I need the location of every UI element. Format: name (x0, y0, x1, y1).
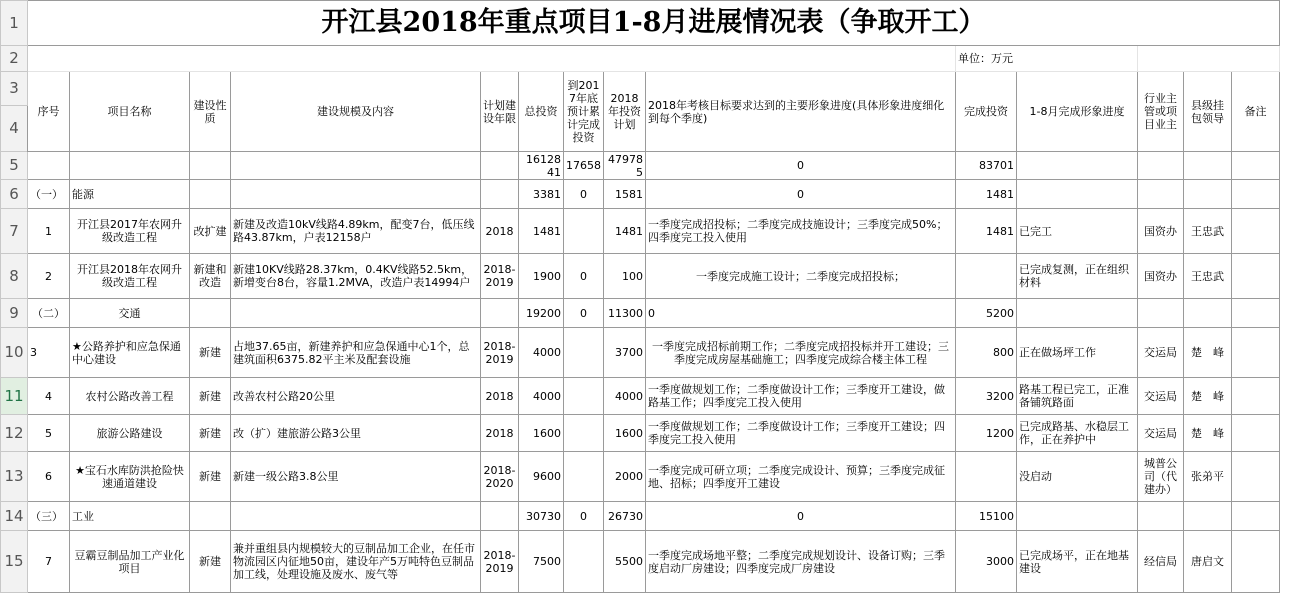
cell-note[interactable] (1232, 180, 1280, 209)
cell-dept[interactable] (1138, 299, 1184, 328)
cell-nature[interactable]: 改扩建 (190, 209, 231, 254)
cell-progress[interactable]: 已完成路基、水稳层工作，正在养护中 (1017, 415, 1138, 452)
cell-leader[interactable]: 王忠武 (1184, 209, 1232, 254)
total-done2017[interactable]: 17658 (564, 152, 604, 180)
table-row (1, 299, 1280, 328)
cell-progress[interactable]: 路基工程已完工，正准备铺筑路面 (1017, 378, 1138, 415)
cell-target[interactable]: 一季度做规划工作；二季度做设计工作；三季度开工建设；四季度完工投入使用 (646, 415, 956, 452)
cell-target[interactable]: 0 (646, 502, 956, 531)
cell-plan2018[interactable]: 2000 (604, 452, 646, 502)
cell-finished[interactable] (956, 452, 1017, 502)
row-header[interactable]: 11 (1, 378, 28, 415)
cell-plan2018[interactable]: 11300 (604, 299, 646, 328)
cell-plan2018[interactable]: 3700 (604, 328, 646, 378)
cell-finished[interactable]: 3200 (956, 378, 1017, 415)
cell-nature[interactable]: 新建 (190, 452, 231, 502)
cell-target[interactable]: 一季度完成可研立项；二季度完成设计、预算；三季度完成征地、招标；四季度开工建设 (646, 452, 956, 502)
empty-cell[interactable] (28, 46, 956, 72)
cell-period[interactable] (481, 180, 519, 209)
row-header[interactable]: 13 (1, 452, 28, 502)
cell-done2017[interactable] (564, 378, 604, 415)
cell-seq[interactable]: 7 (28, 531, 70, 593)
row-header[interactable]: 7 (1, 209, 28, 254)
header-plan2018[interactable]: 2018年投资计划 (604, 72, 646, 152)
row-header[interactable]: 2 (1, 46, 28, 72)
page-title[interactable]: 开江县2018年重点项目1-8月进展情况表（争取开工） (28, 1, 1280, 46)
cell-seq[interactable]: （三） (28, 502, 70, 531)
empty-cell[interactable] (231, 152, 481, 180)
row-header[interactable]: 4 (1, 106, 28, 152)
header-nature[interactable]: 建设性质 (190, 72, 231, 152)
total-investment[interactable]: 1612841 (519, 152, 564, 180)
row-header[interactable]: 6 (1, 180, 28, 209)
cell-dept[interactable]: 交运局 (1138, 328, 1184, 378)
cell-name[interactable]: 农村公路改善工程 (70, 378, 190, 415)
cell-finished[interactable]: 1481 (956, 180, 1017, 209)
cell-progress[interactable] (1017, 502, 1138, 531)
cell-period[interactable]: 2018 (481, 378, 519, 415)
cell-seq[interactable]: 2 (28, 254, 70, 299)
cell-leader[interactable]: 王忠武 (1184, 254, 1232, 299)
cell-period[interactable]: 2018-2019 (481, 531, 519, 593)
cell-nature[interactable]: 新建 (190, 328, 231, 378)
cell-leader[interactable]: 楚 峰 (1184, 415, 1232, 452)
cell-leader[interactable]: 张弟平 (1184, 452, 1232, 502)
cell-leader[interactable] (1184, 299, 1232, 328)
cell-target[interactable]: 一季度完成施工设计；二季度完成招投标； (646, 254, 956, 299)
empty-cell[interactable] (1232, 152, 1280, 180)
cell-scale[interactable] (231, 180, 481, 209)
cell-scale[interactable]: 占地37.65亩，新建养护和应急保通中心1个，总建筑面积6375.82平主米及配套设施 (231, 328, 481, 378)
header-row-a (1, 72, 1280, 106)
cell-finished[interactable]: 5200 (956, 299, 1017, 328)
cell-progress[interactable]: 正在做场坪工作 (1017, 328, 1138, 378)
cell-target[interactable]: 一季度完成招投标；二季度完成技施设计；三季度完成50%；四季度完工投入使用 (646, 209, 956, 254)
cell-total[interactable]: 9600 (519, 452, 564, 502)
cell-period[interactable]: 2018 (481, 209, 519, 254)
cell-scale[interactable]: 兼并重组县内规模较大的豆制品加工企业，在任市物流园区内征地50亩，建设年产5万吨特色豆制品加工线，处理设施及废水、废气等 (231, 531, 481, 593)
cell-finished[interactable]: 800 (956, 328, 1017, 378)
empty-cell[interactable] (28, 152, 70, 180)
cell-finished[interactable] (956, 254, 1017, 299)
cell-dept[interactable]: 国资办 (1138, 209, 1184, 254)
cell-name[interactable]: 豆霸豆制品加工产业化项目 (70, 531, 190, 593)
cell-period[interactable]: 2018-2019 (481, 328, 519, 378)
cell-leader[interactable] (1184, 502, 1232, 531)
cell-plan2018[interactable]: 26730 (604, 502, 646, 531)
cell-nature[interactable] (190, 180, 231, 209)
header-finished[interactable]: 完成投资 (956, 72, 1017, 152)
cell-target[interactable]: 一季度做规划工作；二季度做设计工作；三季度开工建设，做路基工作；四季度完工投入使用 (646, 378, 956, 415)
cell-leader[interactable] (1184, 180, 1232, 209)
header-target[interactable]: 2018年考核目标要求达到的主要形象进度(具体形象进度细化到每个季度) (646, 72, 956, 152)
empty-cell[interactable] (70, 152, 190, 180)
cell-total[interactable]: 30730 (519, 502, 564, 531)
header-name[interactable]: 项目名称 (70, 72, 190, 152)
cell-nature[interactable] (190, 502, 231, 531)
header-total[interactable]: 总投资 (519, 72, 564, 152)
cell-seq[interactable]: 5 (28, 415, 70, 452)
cell-progress[interactable]: 没启动 (1017, 452, 1138, 502)
header-done2017[interactable]: 到2017年底预计累计完成投资 (564, 72, 604, 152)
cell-seq[interactable]: （一） (28, 180, 70, 209)
table-row (1, 209, 1280, 254)
cell-dept[interactable]: 国资办 (1138, 254, 1184, 299)
cell-total[interactable]: 4000 (519, 378, 564, 415)
row-header[interactable]: 14 (1, 502, 28, 531)
cell-done2017[interactable]: 0 (564, 299, 604, 328)
cell-nature[interactable]: 新建 (190, 378, 231, 415)
cell-dept[interactable]: 交运局 (1138, 378, 1184, 415)
table-row (1, 531, 1280, 593)
total-target[interactable]: 0 (646, 152, 956, 180)
header-period[interactable]: 计划建设年限 (481, 72, 519, 152)
cell-seq[interactable]: 1 (28, 209, 70, 254)
row-header[interactable]: 1 (1, 1, 28, 46)
cell-name[interactable]: 工业 (70, 502, 190, 531)
row-header[interactable]: 12 (1, 415, 28, 452)
title-row (1, 1, 1280, 46)
cell-seq[interactable]: 4 (28, 378, 70, 415)
cell-scale[interactable]: 新建一级公路3.8公里 (231, 452, 481, 502)
cell-total[interactable]: 4000 (519, 328, 564, 378)
empty-cell[interactable] (481, 152, 519, 180)
cell-dept[interactable] (1138, 502, 1184, 531)
cell-note[interactable] (1232, 299, 1280, 328)
cell-progress[interactable] (1017, 180, 1138, 209)
cell-dept[interactable]: 经信局 (1138, 531, 1184, 593)
cell-plan2018[interactable]: 100 (604, 254, 646, 299)
cell-finished[interactable]: 1200 (956, 415, 1017, 452)
empty-cell[interactable] (1017, 152, 1138, 180)
cell-period[interactable] (481, 502, 519, 531)
row-header[interactable]: 9 (1, 299, 28, 328)
cell-name[interactable]: 能源 (70, 180, 190, 209)
cell-done2017[interactable] (564, 415, 604, 452)
cell-note[interactable] (1232, 531, 1280, 593)
cell-leader[interactable]: 楚 峰 (1184, 378, 1232, 415)
cell-target[interactable]: 一季度完成招标前期工作；二季度完成招投标并开工建设；三季度完成房屋基础施工；四季度完成综合楼主体工程 (646, 328, 956, 378)
cell-dept[interactable] (1138, 180, 1184, 209)
header-note[interactable]: 备注 (1232, 72, 1280, 152)
header-progress[interactable]: 1-8月完成形象进度 (1017, 72, 1138, 152)
table-row (1, 452, 1280, 502)
cell-done2017[interactable]: 0 (564, 502, 604, 531)
cell-done2017[interactable] (564, 328, 604, 378)
row-header[interactable]: 5 (1, 152, 28, 180)
header-scale[interactable]: 建设规模及内容 (231, 72, 481, 152)
cell-total[interactable]: 1600 (519, 415, 564, 452)
cell-leader[interactable]: 唐启文 (1184, 531, 1232, 593)
cell-plan2018[interactable]: 1581 (604, 180, 646, 209)
cell-finished[interactable]: 1481 (956, 209, 1017, 254)
cell-period[interactable]: 2018-2020 (481, 452, 519, 502)
table-row (1, 254, 1280, 299)
cell-note[interactable] (1232, 452, 1280, 502)
header-leader[interactable]: 县级挂包领导 (1184, 72, 1232, 152)
cell-nature[interactable]: 新建 (190, 531, 231, 593)
cell-note[interactable] (1232, 502, 1280, 531)
total-plan2018[interactable]: 479785 (604, 152, 646, 180)
empty-cell[interactable] (1138, 152, 1184, 180)
row-header[interactable]: 3 (1, 72, 28, 106)
cell-plan2018[interactable]: 1600 (604, 415, 646, 452)
table-row (1, 502, 1280, 531)
table-row (1, 378, 1280, 415)
cell-dept[interactable]: 城普公司（代建办） (1138, 452, 1184, 502)
cell-target[interactable]: 一季度完成场地平整；二季度完成规划设计、设备订购；三季度启动厂房建设；四季度完成厂房建设 (646, 531, 956, 593)
cell-period[interactable]: 2018 (481, 415, 519, 452)
cell-scale[interactable]: 改善农村公路20公里 (231, 378, 481, 415)
cell-done2017[interactable] (564, 452, 604, 502)
cell-name[interactable]: 开江县2017年农网升级改造工程 (70, 209, 190, 254)
cell-leader[interactable]: 楚 峰 (1184, 328, 1232, 378)
cell-finished[interactable]: 15100 (956, 502, 1017, 531)
cell-note[interactable] (1232, 378, 1280, 415)
unit-row (1, 46, 1280, 72)
cell-scale[interactable]: 新建及改造10kV线路4.89km，配变7台，低压线路43.87km，户表12158户 (231, 209, 481, 254)
cell-seq[interactable]: （二） (28, 299, 70, 328)
cell-nature[interactable]: 新建和改造 (190, 254, 231, 299)
cell-total[interactable]: 3381 (519, 180, 564, 209)
cell-period[interactable]: 2018-2019 (481, 254, 519, 299)
cell-done2017[interactable] (564, 209, 604, 254)
header-dept[interactable]: 行业主管或项目业主 (1138, 72, 1184, 152)
cell-seq[interactable]: 6 (28, 452, 70, 502)
cell-progress[interactable] (1017, 299, 1138, 328)
empty-cell[interactable] (190, 152, 231, 180)
cell-period[interactable] (481, 299, 519, 328)
row-header[interactable]: 15 (1, 531, 28, 593)
cell-done2017[interactable]: 0 (564, 180, 604, 209)
cell-name[interactable]: ★宝石水库防洪抢险快速通道建设 (70, 452, 190, 502)
cell-name[interactable]: 开江县2018年农网升级改造工程 (70, 254, 190, 299)
cell-scale[interactable]: 新建10KV线路28.37km，0.4KV线路52.5km，新增变台8台，容量1.2MVA，改造户表14994户 (231, 254, 481, 299)
cell-total[interactable]: 7500 (519, 531, 564, 593)
cell-plan2018[interactable]: 1481 (604, 209, 646, 254)
table-row (1, 180, 1280, 209)
cell-target[interactable]: 0 (646, 299, 956, 328)
cell-name[interactable]: 旅游公路建设 (70, 415, 190, 452)
total-finished[interactable]: 83701 (956, 152, 1017, 180)
cell-done2017[interactable]: 0 (564, 254, 604, 299)
empty-cell[interactable] (1184, 152, 1232, 180)
cell-total[interactable]: 1900 (519, 254, 564, 299)
cell-scale[interactable]: 改（扩）建旅游公路3公里 (231, 415, 481, 452)
cell-note[interactable] (1232, 415, 1280, 452)
cell-progress[interactable]: 已完工 (1017, 209, 1138, 254)
cell-progress[interactable]: 已完成场平，正在地基建设 (1017, 531, 1138, 593)
row-header[interactable]: 10 (1, 328, 28, 378)
cell-name[interactable]: ★公路养护和应急保通中心建设 (70, 328, 190, 378)
total-row (1, 152, 1280, 180)
cell-total[interactable]: 19200 (519, 299, 564, 328)
cell-scale[interactable] (231, 299, 481, 328)
cell-note[interactable] (1232, 328, 1280, 378)
cell-seq[interactable]: 3 (28, 328, 70, 378)
cell-name[interactable]: 交通 (70, 299, 190, 328)
cell-progress[interactable]: 已完成复测，正在组织材料 (1017, 254, 1138, 299)
empty-cell[interactable] (1138, 46, 1280, 72)
cell-nature[interactable] (190, 299, 231, 328)
header-seq[interactable]: 序号 (28, 72, 70, 152)
cell-finished[interactable]: 3000 (956, 531, 1017, 593)
cell-nature[interactable]: 新建 (190, 415, 231, 452)
cell-note[interactable] (1232, 254, 1280, 299)
cell-plan2018[interactable]: 4000 (604, 378, 646, 415)
table-row (1, 415, 1280, 452)
table-row (1, 328, 1280, 378)
cell-done2017[interactable] (564, 531, 604, 593)
cell-scale[interactable] (231, 502, 481, 531)
cell-plan2018[interactable]: 5500 (604, 531, 646, 593)
cell-total[interactable]: 1481 (519, 209, 564, 254)
unit-label[interactable]: 单位：万元 (956, 46, 1138, 72)
cell-note[interactable] (1232, 209, 1280, 254)
cell-dept[interactable]: 交运局 (1138, 415, 1184, 452)
cell-target[interactable]: 0 (646, 180, 956, 209)
row-header[interactable]: 8 (1, 254, 28, 299)
